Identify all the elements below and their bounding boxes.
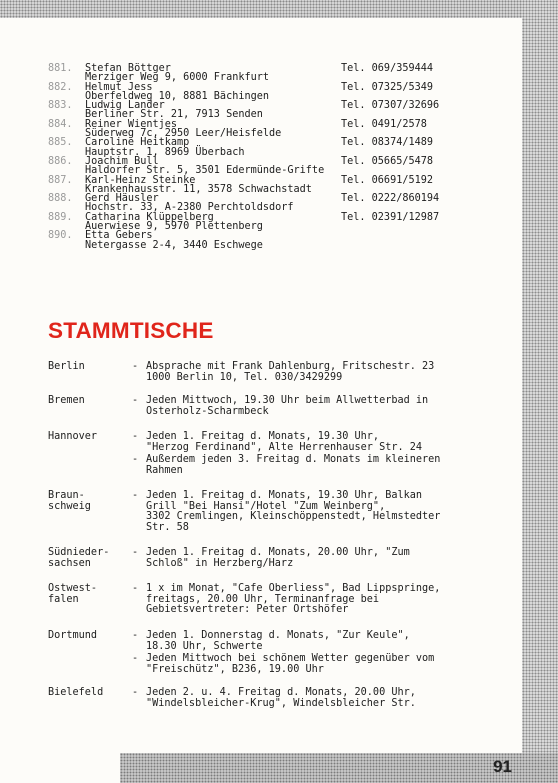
stammtisch-details: Jeden 1. Freitag d. Monats, 19.30 Uhr, Balkan Grill "Bei Hansi"/Hotel "Zum Weinberg", 3302 Cremlingen, Kleinschöppenstedt, Helmstedter Str. 58 — [146, 490, 441, 533]
member-name: Caroline Heitkamp — [85, 137, 190, 149]
stammtisch-region: Braun- schweig — [48, 490, 91, 512]
list-dash: - — [132, 361, 139, 372]
stammtisch-region: Ostwest- falen — [48, 583, 98, 605]
member-entry — [48, 64, 488, 83]
member-address: Hauptstr. 1, 8969 Überbach — [85, 146, 245, 158]
member-name: Etta Gebers — [85, 230, 153, 242]
member-entry — [48, 157, 488, 176]
member-number: 883. — [48, 100, 73, 112]
member-entry — [48, 138, 488, 157]
member-address: Haldorfer Str. 5, 3501 Edermünde-Grifte — [85, 165, 325, 177]
halftone-right-border — [522, 0, 558, 783]
member-name: Reiner Wientjes — [85, 118, 178, 130]
member-entry — [48, 83, 488, 102]
stammtisch-region: Berlin — [48, 361, 85, 372]
halftone-top-border — [0, 0, 558, 18]
member-number: 888. — [48, 193, 73, 205]
member-phone: Tel. 05665/5478 — [341, 155, 434, 167]
member-address: Krankenhausstr. 11, 3578 Schwachstadt — [85, 183, 312, 195]
stammtisch-details: Absprache mit Frank Dahlenburg, Fritschestr. 23 1000 Berlin 10, Tel. 030/3429299 — [146, 361, 435, 383]
list-dash: - — [132, 630, 139, 641]
member-address: Merziger Weg 9, 6000 Frankfurt — [85, 72, 270, 84]
list-dash: - — [132, 395, 139, 406]
member-list — [48, 64, 488, 250]
member-phone: Tel. 08374/1489 — [341, 137, 434, 149]
stammtisch-region: Dortmund — [48, 630, 98, 641]
member-number: 881. — [48, 63, 73, 74]
member-entry — [48, 101, 488, 120]
stammtisch-region: Südnieder- sachsen — [48, 547, 110, 569]
stammtisch-region: Hannover — [48, 431, 98, 442]
member-number: 886. — [48, 155, 73, 167]
stammtisch-details: Jeden Mittwoch bei schönem Wetter gegenüber vom "Freischütz", B236, 19.00 Uhr — [146, 653, 435, 675]
stammtisch-details: Außerdem jeden 3. Freitag d. Monats im kleineren Rahmen — [146, 454, 441, 476]
member-address: Süderweg 7c, 2950 Leer/Heisfelde — [85, 128, 282, 140]
stammtisch-details: 1 x im Monat, "Cafe Oberliess", Bad Lippspringe, freitags, 20.00 Uhr, Terminanfrage bei Gebietsvertreter: Peter Ortshöfer — [146, 583, 441, 616]
member-address: Netergasse 2-4, 3440 Eschwege — [85, 239, 263, 251]
member-address: Auerwiese 9, 5970 Plettenberg — [85, 221, 263, 233]
member-phone: Tel. 07325/5349 — [341, 81, 434, 93]
list-dash: - — [132, 547, 139, 558]
member-name: Catharina Klüppelberg — [85, 211, 214, 223]
section-title: STAMMTISCHE — [48, 318, 214, 343]
member-number: 890. — [48, 230, 73, 242]
member-name: Stefan Böttger — [85, 63, 171, 74]
member-address: Oberfeldweg 10, 8881 Bächingen — [85, 90, 270, 102]
stammtisch-details: Jeden 2. u. 4. Freitag d. Monats, 20.00 Uhr, "Windelsbleicher-Krug", Windelsbleicher Str. — [146, 687, 416, 709]
member-number: 887. — [48, 174, 73, 186]
member-number: 885. — [48, 137, 73, 149]
list-dash: - — [132, 583, 139, 594]
list-dash: - — [132, 653, 139, 664]
stammtisch-details: Jeden 1. Donnerstag d. Monats, "Zur Keule", 18.30 Uhr, Schwerte — [146, 630, 410, 652]
member-entry — [48, 194, 488, 213]
member-address: Berliner Str. 21, 7913 Senden — [85, 109, 263, 121]
list-dash: - — [132, 454, 139, 465]
member-name: Ludwig Lander — [85, 100, 165, 112]
stammtisch-details: Jeden 1. Freitag d. Monats, 20.00 Uhr, "Zum Schloß" in Herzberg/Harz — [146, 547, 410, 569]
member-name: Helmut Jess — [85, 81, 153, 93]
list-dash: - — [132, 490, 139, 501]
member-name: Karl-Heinz Steinke — [85, 174, 196, 186]
stammtisch-details: Jeden Mittwoch, 19.30 Uhr beim Allwetterbad in Osterholz-Scharmbeck — [146, 395, 429, 417]
member-entry — [48, 176, 488, 195]
list-dash: - — [132, 687, 139, 698]
member-number: 884. — [48, 118, 73, 130]
member-entry — [48, 120, 488, 139]
stammtisch-region: Bielefeld — [48, 687, 104, 698]
list-dash: - — [132, 431, 139, 442]
member-address: Hochstr. 33, A-2380 Perchtoldsdorf — [85, 202, 294, 214]
member-number: 889. — [48, 211, 73, 223]
member-entry — [48, 213, 488, 232]
member-phone: Tel. 0222/860194 — [341, 193, 440, 205]
member-entry — [48, 231, 488, 250]
member-name: Joachim Bull — [85, 155, 159, 167]
stammtisch-region: Bremen — [48, 395, 85, 406]
page-number: 91 — [493, 757, 512, 776]
member-number: 882. — [48, 81, 73, 93]
member-name: Gerd Häusler — [85, 193, 159, 205]
member-phone: Tel. 07307/32696 — [341, 100, 440, 112]
member-phone: Tel. 0491/2578 — [341, 118, 427, 130]
member-phone: Tel. 02391/12987 — [341, 211, 440, 223]
member-phone: Tel. 069/359444 — [341, 63, 434, 74]
stammtisch-details: Jeden 1. Freitag d. Monats, 19.30 Uhr, "Herzog Ferdinand", Alte Herrenhauser Str. 24 — [146, 431, 423, 453]
member-phone: Tel. 06691/5192 — [341, 174, 434, 186]
